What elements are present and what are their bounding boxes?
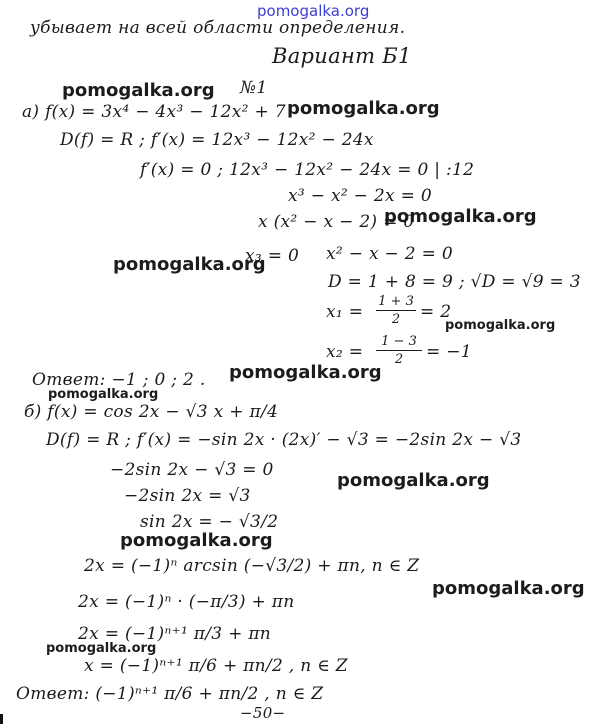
part-a-x2-label: x₂ = [326, 342, 364, 362]
part-a-answer: Ответ: −1 ; 0 ; 2 . [32, 370, 206, 390]
part-a-function: а) f(x) = 3x⁴ − 4x³ − 12x² + 7 [22, 102, 286, 122]
part-b-answer: Ответ: (−1)ⁿ⁺¹ π/6 + πn/2 , n ∈ Z [16, 684, 324, 704]
watermark: pomogalka.org [62, 80, 215, 101]
intro-line: убывает на всей области определения. [30, 18, 406, 38]
scan-edge-mark [0, 714, 3, 724]
part-a-root-x3: x₃ = 0 [245, 246, 300, 266]
part-b-equation: −2sin 2x − √3 = 0 [110, 460, 274, 480]
watermark: pomogalka.org [287, 98, 440, 119]
task-number: №1 [240, 78, 268, 98]
page-number: −50− [240, 704, 286, 722]
part-b-function: б) f(x) = cos 2x − √3 x + π/4 [24, 402, 279, 422]
watermark: pomogalka.org [46, 641, 157, 656]
part-a-quadratic: x² − x − 2 = 0 [326, 244, 453, 264]
part-a-equation: f′(x) = 0 ; 12x³ − 12x² − 24x = 0 | :12 [140, 160, 475, 180]
watermark: pomogalka.org [432, 578, 585, 599]
part-a-x2-value: = −1 [426, 342, 472, 362]
watermark: pomogalka.org [445, 318, 556, 333]
part-b-simplify2: 2x = (−1)ⁿ⁺¹ π/3 + πn [78, 624, 272, 644]
watermark: pomogalka.org [229, 362, 382, 383]
part-a-x2-fraction: 1 − 3 2 [376, 334, 422, 367]
part-a-x1-fraction: 1 + 3 2 [376, 294, 416, 327]
part-b-derivative: D(f) = R ; f′(x) = −sin 2x · (2x)′ − √3 = −2sin 2x − √3 [46, 430, 522, 450]
watermark: pomogalka.org [120, 530, 273, 551]
watermark: pomogalka.org [113, 254, 266, 275]
watermark: pomogalka.org [48, 387, 159, 402]
watermark: pomogalka.org [337, 470, 490, 491]
part-b-general: 2x = (−1)ⁿ arcsin (−√3/2) + πn, n ∈ Z [84, 556, 420, 576]
part-b-step2: sin 2x = − √3/2 [140, 512, 279, 532]
part-a-discriminant: D = 1 + 8 = 9 ; √D = √9 = 3 [328, 272, 581, 292]
part-a-reduced: x³ − x² − 2x = 0 [288, 186, 432, 206]
part-a-x1-label: x₁ = [326, 302, 364, 322]
part-a-derivative: D(f) = R ; f′(x) = 12x³ − 12x² − 24x [60, 130, 374, 150]
part-b-solution: x = (−1)ⁿ⁺¹ π/6 + πn/2 , n ∈ Z [84, 656, 348, 676]
part-b-step1: −2sin 2x = √3 [124, 486, 251, 506]
part-a-x1-value: = 2 [420, 302, 452, 322]
variant-heading: Вариант Б1 [272, 44, 412, 68]
part-a-factored: x (x² − x − 2) = 0 [258, 212, 415, 232]
watermark: pomogalka.org [384, 206, 537, 227]
part-b-simplify1: 2x = (−1)ⁿ · (−π/3) + πn [78, 592, 295, 612]
watermark-top: pomogalka.org [257, 2, 370, 20]
